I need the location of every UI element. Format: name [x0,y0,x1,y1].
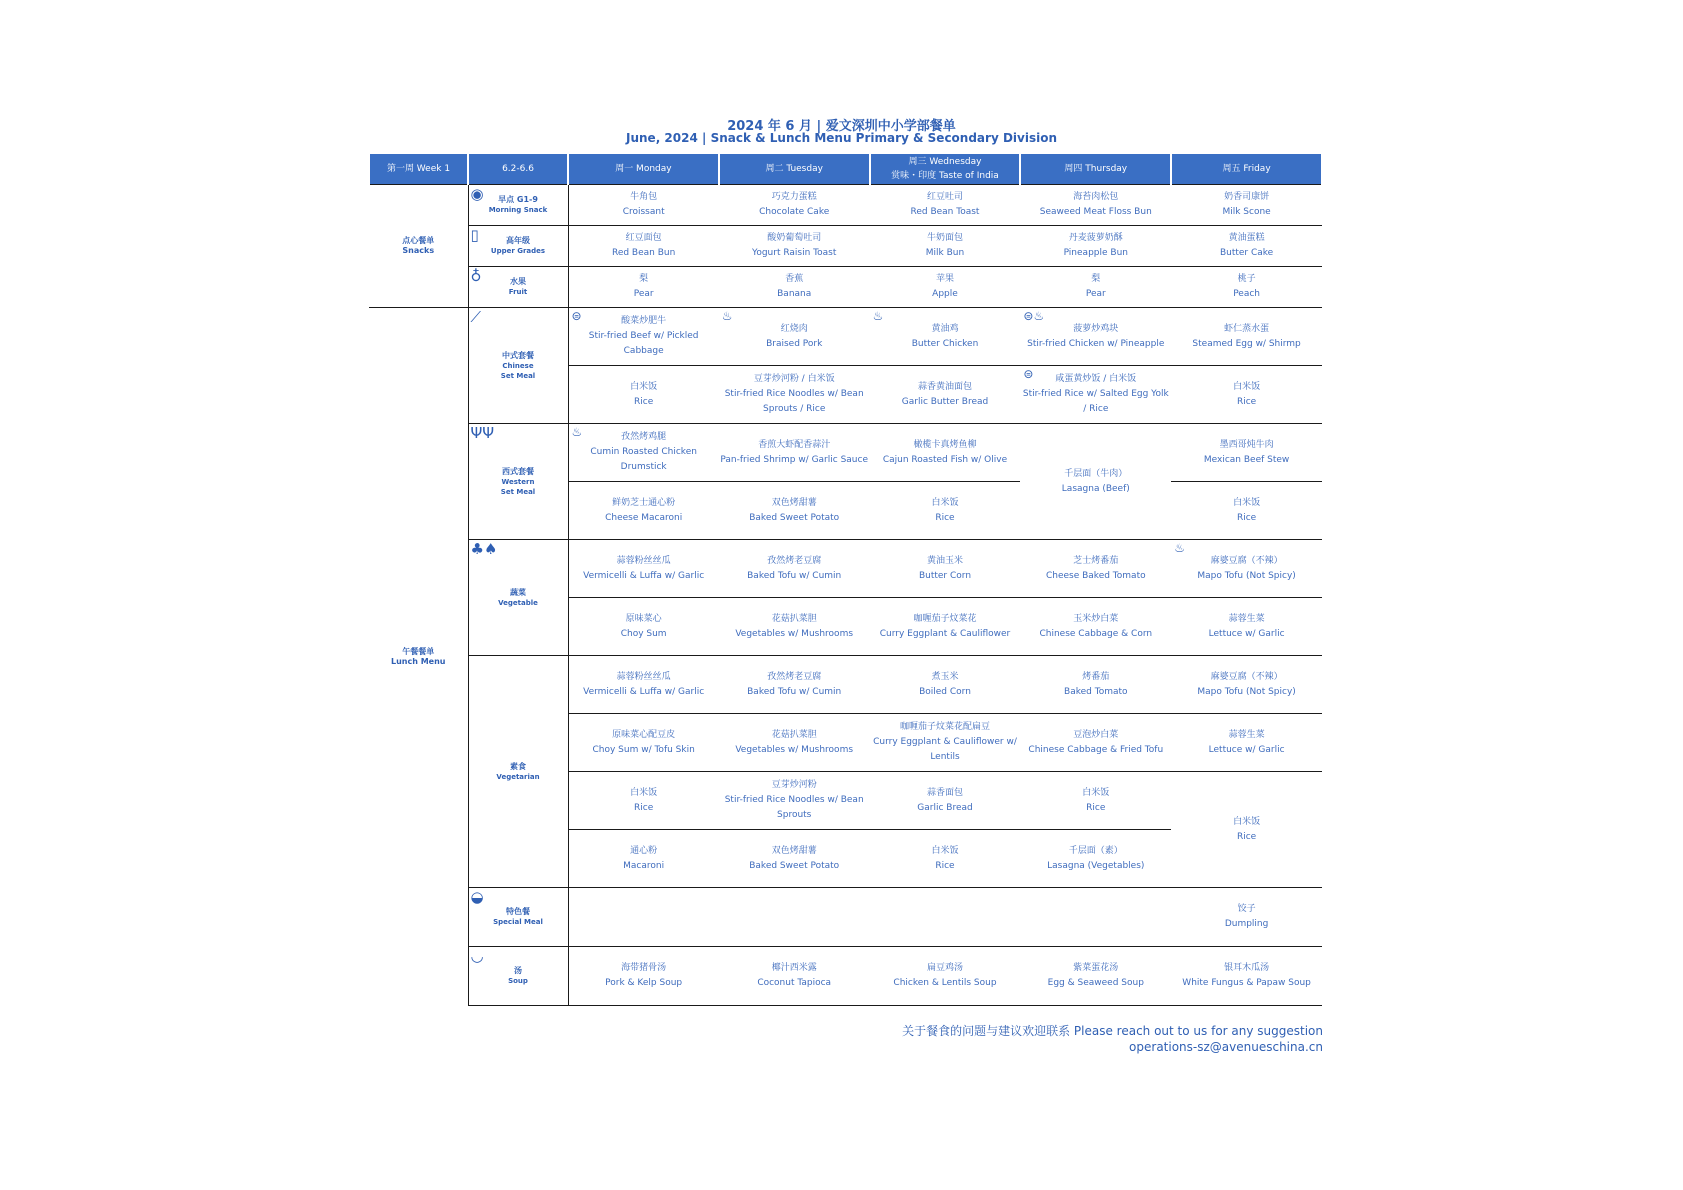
cup-icon: ▯ [470,226,479,244]
menu-cell [568,888,719,947]
category-vegetable: ♣♠ 蔬菜 Vegetable [468,540,568,656]
menu-cell: 橄榄卡真烤鱼柳 Cajun Roasted Fish w/ Olive [870,424,1021,482]
snacks-section: 点心餐单 Snacks [369,185,468,308]
menu-cell: 白米饭 Rice [1171,772,1322,888]
category-western-set-meal: ΨΨ 西式套餐 Western Set Meal [468,424,568,540]
menu-cell: 黄油玉米 Butter Corn [870,540,1021,598]
menu-cell: 白米饭 Rice [568,366,719,424]
menu-cell: 墨西哥炖牛肉 Mexican Beef Stew [1171,424,1322,482]
header-row [369,154,1322,185]
menu-cell: 牛角包 Croissant [568,185,719,226]
spicy-icon: ♨ [1174,541,1185,555]
menu-cell: 蒜香黄油面包 Garlic Butter Bread [870,366,1021,424]
vegetable-row-1 [369,540,1322,598]
category-chinese-set-meal: ⟋ 中式套餐 Chinese Set Meal [468,308,568,424]
menu-cell: 红豆吐司 Red Bean Toast [870,185,1021,226]
menu-cell: ♨ 孜然烤鸡腿 Cumin Roasted Chicken Drumstick [568,424,719,482]
menu-cell: 桃子 Peach [1171,267,1322,308]
monday-header: 周一 Monday [568,154,719,185]
menu-cell: 牛奶面包 Milk Bun [870,226,1021,267]
menu-cell: ♨ 红烧肉 Braised Pork [719,308,870,366]
category-upper-grades: ▯ 高年级 Upper Grades [468,226,568,267]
halal-icon: ⊜ [571,309,582,323]
category-vegetarian: 素食 Vegetarian [468,656,568,888]
footer-suggestion: 关于餐食的问题与建议欢迎联系 Please reach out to us for any suggestion [902,1024,1323,1038]
menu-cell: 豆芽炒河粉 / 白米饭 Stir-fried Rice Noodles w/ Bean Sprouts / Rice [719,366,870,424]
menu-cell: 孜然烤老豆腐 Baked Tofu w/ Cumin [719,656,870,714]
fruit-row [369,267,1322,308]
chopsticks-icon: ⟋ [470,308,482,326]
menu-cell: 红豆面包 Red Bean Bun [568,226,719,267]
category-soup: ◡ 汤 Soup [468,947,568,1006]
menu-cell [870,888,1021,947]
chinese-row-1 [369,308,1322,366]
menu-cell: 梨 Pear [568,267,719,308]
menu-cell: 白米饭 Rice [931,845,959,871]
menu-cell [1020,888,1171,947]
menu-cell: 芝士烤番茄 Cheese Baked Tomato [1020,540,1171,598]
menu-cell: 原味菜心配豆皮 Choy Sum w/ Tofu Skin [568,714,719,772]
menu-cell: 麻婆豆腐（不辣） Mapo Tofu (Not Spicy) [1171,656,1322,714]
wednesday-header: 周三 Wednesday 赏味・印度 Taste of India [870,154,1021,185]
menu-cell: 花菇扒菜胆 Vegetables w/ Mushrooms [719,598,870,656]
menu-cell: 椰汁西米露 Coconut Tapioca [719,947,870,1006]
menu-cell: ♨ 黄油鸡 Butter Chicken [870,308,1021,366]
dates-header: 6.2-6.6 [468,154,568,185]
menu-cell: 银耳木瓜汤 White Fungus & Papaw Soup [1171,947,1322,1006]
rice-bowl-icon: ◒ [470,888,484,906]
menu-cell: 奶香司康饼 Milk Scone [1171,185,1322,226]
menu-cell [719,888,870,947]
menu-cell: 蒜蓉粉丝丝瓜 Vermicelli & Luffa w/ Garlic [568,656,719,714]
menu-cell: 蒜蓉粉丝丝瓜 Vermicelli & Luffa w/ Garlic [568,540,719,598]
menu-cell: 虾仁蒸水蛋 Steamed Egg w/ Shirmp [1171,308,1322,366]
menu-cell: 海苔肉松包 Seaweed Meat Floss Bun [1020,185,1171,226]
spicy-icon: ♨ [872,309,884,323]
week-header: 第一周 Week 1 [369,154,468,185]
menu-cell: 饺子 Dumpling [1171,888,1322,947]
menu-cell: 扁豆鸡汤 Chicken & Lentils Soup [870,947,1021,1006]
menu-cell: 孜然烤老豆腐 Baked Tofu w/ Cumin [719,540,870,598]
vegetables-icon: ♣♠ [470,540,498,558]
lunch-section: 午餐餐单 Lunch Menu [369,308,468,1006]
halal-icon: ⊜♨ [1023,309,1045,323]
menu-cell: 紫菜蛋花汤 Egg & Seaweed Soup [1020,947,1171,1006]
menu-cell: 白米饭 Rice [1233,497,1261,523]
fork-spoon-icon: ΨΨ [470,424,495,442]
category-special-meal: ◒ 特色餐 Special Meal [468,888,568,947]
menu-cell: 双色烤甜薯 Baked Sweet Potato [719,482,870,540]
menu-cell: 蒜蓉生菜 Lettuce w/ Garlic [1171,714,1322,772]
menu-cell: 玉米炒白菜 Chinese Cabbage & Corn [1020,598,1171,656]
soup-bowl-icon: ◡ [470,947,484,965]
menu-cell: 煮玉米 Boiled Corn [870,656,1021,714]
menu-cell: 烤番茄 Baked Tomato [1020,656,1171,714]
thursday-header: 周四 Thursday [1020,154,1171,185]
menu-cell: 黄油蛋糕 Butter Cake [1171,226,1322,267]
menu-cell: 豆芽炒河粉 Stir-fried Rice Noodles w/ Bean Sprouts [719,772,870,830]
menu-cell: 巧克力蛋糕 Chocolate Cake [719,185,870,226]
menu-cell: 千层面（素） Lasagna (Vegetables) [1047,845,1145,871]
category-morning-snack: ◉ 早点 G1-9 Morning Snack [468,185,568,226]
menu-cell: 酸奶葡萄吐司 Yogurt Raisin Toast [719,226,870,267]
footer-email[interactable]: operations-sz@avenueschina.cn [1129,1040,1323,1054]
menu-cell: 蒜香面包 Garlic Bread [870,772,1021,830]
menu-cell: 梨 Pear [1020,267,1171,308]
menu-cell: 双色烤甜薯 Baked Sweet Potato [749,845,840,871]
menu-cell: ⊜ 酸菜炒肥牛 Stir-fried Beef w/ Pickled Cabbage [568,308,719,366]
western-row-1 [369,424,1322,482]
menu-cell: 香蕉 Banana [719,267,870,308]
menu-cell: 苹果 Apple [870,267,1021,308]
upper-grades-row [369,226,1322,267]
halal-icon: ⊜ [1023,367,1034,381]
menu-cell: 原味菜心 Choy Sum [568,598,719,656]
apple-icon: ♁ [470,267,482,285]
menu-cell: 蒜蓉生菜 Lettuce w/ Garlic [1171,598,1322,656]
menu-table [368,154,1323,1006]
friday-header: 周五 Friday [1171,154,1322,185]
category-fruit: ♁ 水果 Fruit [468,267,568,308]
menu-cell: 豆泡炒白菜 Chinese Cabbage & Fried Tofu [1020,714,1171,772]
menu-cell: 香煎大虾配香蒜汁 Pan-fried Shrimp w/ Garlic Sauce [719,424,870,482]
menu-cell: 千层面（牛肉） Lasagna (Beef) [1020,424,1171,540]
spicy-icon: ♨ [721,309,733,323]
menu-cell: 白米饭 Rice [1171,366,1322,424]
spicy-icon: ♨ [571,425,583,439]
menu-cell: ⊜♨ 菠萝炒鸡块 Stir-fried Chicken w/ Pineapple [1020,308,1171,366]
vegetarian-row-1 [369,656,1322,714]
morning-snack-row [369,185,1322,226]
title-en: June, 2024 | Snack & Lunch Menu Primary & Secondary Division [626,131,1057,145]
menu-cell: 花菇扒菜胆 Vegetables w/ Mushrooms [719,714,870,772]
special-meal-row [369,888,1322,947]
menu-cell: ⊜ 咸蛋黄炒饭 / 白米饭 Stir-fried Rice w/ Salted Egg Yolk / Rice [1020,366,1171,424]
bread-icon: ◉ [470,185,484,203]
title-zh: 2024 年 6 月 | 爱文深圳中小学部餐单 [727,119,956,134]
menu-cell: 白米饭 Rice [1020,772,1171,830]
tuesday-header: 周二 Tuesday [719,154,870,185]
menu-cell: ♨ 麻婆豆腐（不辣） Mapo Tofu (Not Spicy) [1171,540,1322,598]
soup-row [369,947,1322,1006]
menu-cell: 白米饭 Rice [931,497,959,523]
menu-cell: 海带猪骨汤 Pork & Kelp Soup [568,947,719,1006]
menu-cell: 咖喱茄子炆菜花 Curry Eggplant & Cauliflower [870,598,1021,656]
menu-cell: 白米饭 Rice [568,772,719,830]
menu-cell: 鲜奶芝士通心粉 Cheese Macaroni [568,482,719,540]
menu-cell: 丹麦菠萝奶酥 Pineapple Bun [1020,226,1171,267]
menu-cell: 通心粉 Macaroni [623,845,665,871]
menu-cell: 咖喱茄子炆菜花配扁豆 Curry Eggplant & Cauliflower w/ Lentils [870,714,1021,772]
